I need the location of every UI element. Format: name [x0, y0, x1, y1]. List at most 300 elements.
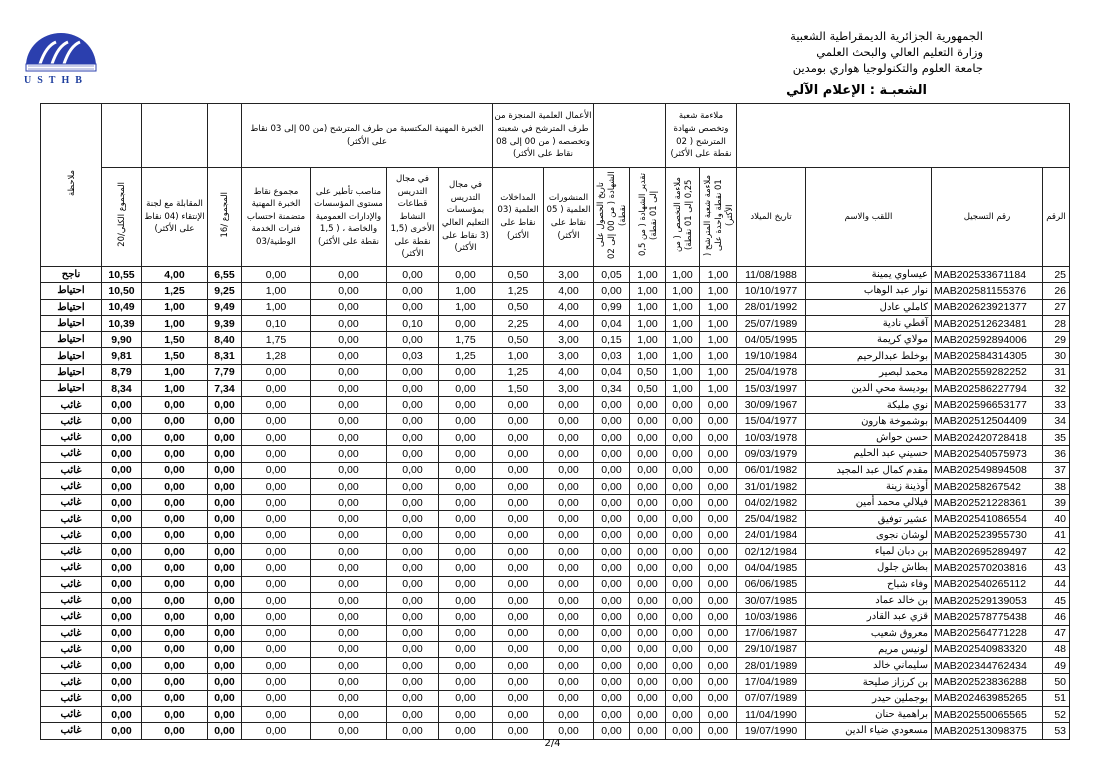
- cell-total-16: 0,00: [208, 609, 242, 625]
- cell-branch-fit: 1,00: [700, 332, 737, 348]
- cell-specialty-fit: 1,00: [666, 381, 700, 397]
- cell-exp-total: 1,28: [242, 348, 311, 364]
- cell-row-number: 45: [1043, 592, 1070, 608]
- cell-exp-teaching-higher: 1,00: [439, 299, 493, 315]
- cell-row-number: 28: [1043, 315, 1070, 331]
- cell-interview: 1,00: [142, 364, 208, 380]
- cell-row-number: 41: [1043, 527, 1070, 543]
- cell-publications: 0,00: [544, 413, 594, 429]
- cell-specialty-fit: 0,00: [666, 592, 700, 608]
- cell-registration: MAB202584314305: [932, 348, 1043, 364]
- cell-degree-grade: 0,00: [630, 658, 666, 674]
- cell-total-16: 0,00: [208, 397, 242, 413]
- cell-registration: MAB202559282252: [932, 364, 1043, 380]
- cell-degree-grade: 0,00: [630, 462, 666, 478]
- cell-exp-management: 0,00: [311, 495, 387, 511]
- cell-exp-total: 0,00: [242, 544, 311, 560]
- cell-communications: 0,50: [493, 299, 544, 315]
- cell-exp-teaching-other: 0,00: [387, 625, 439, 641]
- col-degree-date: تاريخ الحصول على الشهادة ( من 00 إلى 02 نقطة): [594, 168, 630, 267]
- cell-exp-teaching-higher: 0,00: [439, 381, 493, 397]
- cell-birth-date: 29/10/1987: [737, 641, 806, 657]
- cell-full-name: بوشموخة هارون: [806, 413, 932, 429]
- cell-exp-total: 0,00: [242, 690, 311, 706]
- cell-specialty-fit: 0,00: [666, 495, 700, 511]
- cell-publications: 0,00: [544, 658, 594, 674]
- cell-communications: 1,00: [493, 348, 544, 364]
- cell-specialty-fit: 1,00: [666, 283, 700, 299]
- cell-exp-teaching-other: 0,00: [387, 527, 439, 543]
- cell-exp-management: 0,00: [311, 641, 387, 657]
- cell-row-number: 39: [1043, 495, 1070, 511]
- cell-interview: 0,00: [142, 707, 208, 723]
- cell-exp-management: 0,00: [311, 364, 387, 380]
- cell-row-number: 40: [1043, 511, 1070, 527]
- cell-note: غائب: [41, 674, 102, 690]
- table-row: [41, 446, 1070, 462]
- cell-interview: 0,00: [142, 658, 208, 674]
- cell-degree-date: 0,00: [594, 641, 630, 657]
- cell-publications: 4,00: [544, 283, 594, 299]
- cell-communications: 1,25: [493, 364, 544, 380]
- table-row: [41, 641, 1070, 657]
- cell-registration: MAB20258267542: [932, 478, 1043, 494]
- cell-branch-fit: 0,00: [700, 495, 737, 511]
- cell-specialty-fit: 0,00: [666, 397, 700, 413]
- cell-degree-date: 0,00: [594, 674, 630, 690]
- cell-row-number: 29: [1043, 332, 1070, 348]
- cell-exp-teaching-higher: 0,00: [439, 609, 493, 625]
- cell-total-20: 0,00: [102, 674, 142, 690]
- cell-exp-teaching-higher: 0,00: [439, 511, 493, 527]
- cell-note: احتياط: [41, 364, 102, 380]
- cell-degree-date: 0,00: [594, 560, 630, 576]
- cell-exp-teaching-higher: 0,00: [439, 674, 493, 690]
- cell-branch-fit: 1,00: [700, 348, 737, 364]
- cell-exp-total: 0,00: [242, 723, 311, 739]
- cell-degree-date: 0,04: [594, 315, 630, 331]
- cell-birth-date: 02/12/1984: [737, 544, 806, 560]
- cell-degree-grade: 0,00: [630, 446, 666, 462]
- table-row: [41, 576, 1070, 592]
- cell-total-20: 0,00: [102, 707, 142, 723]
- cell-exp-teaching-higher: 0,00: [439, 560, 493, 576]
- cell-specialty-fit: 0,00: [666, 446, 700, 462]
- cell-publications: 3,00: [544, 348, 594, 364]
- cell-note: غائب: [41, 462, 102, 478]
- cell-degree-grade: 0,00: [630, 429, 666, 445]
- cell-interview: 4,00: [142, 267, 208, 283]
- cell-branch-fit: 0,00: [700, 446, 737, 462]
- page-number: 2/4: [544, 738, 561, 749]
- cell-exp-management: 0,00: [311, 413, 387, 429]
- cell-registration: MAB202533671184: [932, 267, 1043, 283]
- cell-specialty-fit: 0,00: [666, 576, 700, 592]
- cell-total-20: 0,00: [102, 429, 142, 445]
- col-note: ملاحظة: [41, 104, 102, 267]
- cell-degree-date: 0,03: [594, 348, 630, 364]
- group-blank: [594, 104, 666, 168]
- cell-row-number: 35: [1043, 429, 1070, 445]
- cell-total-20: 0,00: [102, 478, 142, 494]
- cell-publications: 3,00: [544, 267, 594, 283]
- cell-degree-grade: 0,00: [630, 544, 666, 560]
- table-row: [41, 560, 1070, 576]
- cell-exp-total: 0,00: [242, 413, 311, 429]
- cell-specialty-fit: 0,00: [666, 723, 700, 739]
- cell-exp-teaching-other: 0,03: [387, 348, 439, 364]
- cell-exp-total: 0,10: [242, 315, 311, 331]
- table-row: [41, 658, 1070, 674]
- cell-registration: MAB202549894508: [932, 462, 1043, 478]
- cell-total-20: 0,00: [102, 527, 142, 543]
- col-exp-management: مناصب تأطير على مستوى المؤسسات والإدارات العمومية والخاصة ، ( 1,5 نقطة على الأكثر): [311, 168, 387, 267]
- cell-degree-date: 0,00: [594, 283, 630, 299]
- cell-note: غائب: [41, 625, 102, 641]
- cell-total-16: 8,40: [208, 332, 242, 348]
- cell-exp-management: 0,00: [311, 658, 387, 674]
- cell-branch-fit: 0,00: [700, 723, 737, 739]
- cell-row-number: 32: [1043, 381, 1070, 397]
- cell-exp-teaching-other: 0,00: [387, 299, 439, 315]
- table-row: [41, 462, 1070, 478]
- cell-total-16: 9,25: [208, 283, 242, 299]
- table-row: [41, 674, 1070, 690]
- table-row: [41, 283, 1070, 299]
- cell-exp-management: 0,00: [311, 674, 387, 690]
- cell-total-20: 0,00: [102, 560, 142, 576]
- cell-degree-date: 0,00: [594, 690, 630, 706]
- cell-publications: 0,00: [544, 544, 594, 560]
- table-row: [41, 397, 1070, 413]
- cell-exp-teaching-higher: 0,00: [439, 413, 493, 429]
- cell-exp-total: 0,00: [242, 462, 311, 478]
- cell-degree-grade: 1,00: [630, 283, 666, 299]
- cell-publications: 0,00: [544, 641, 594, 657]
- cell-registration: MAB202420728418: [932, 429, 1043, 445]
- cell-total-20: 10,49: [102, 299, 142, 315]
- cell-row-number: 33: [1043, 397, 1070, 413]
- table-row: [41, 625, 1070, 641]
- cell-full-name: مقدم كمال عبد المجيد: [806, 462, 932, 478]
- cell-birth-date: 25/04/1978: [737, 364, 806, 380]
- cell-degree-date: 0,00: [594, 625, 630, 641]
- cell-specialty-fit: 0,00: [666, 413, 700, 429]
- cell-birth-date: 24/01/1984: [737, 527, 806, 543]
- col-exp-total: مجموع نقاط الخبرة المهنية متضمنة احتساب فترات الخدمة الوطنية/03: [242, 168, 311, 267]
- cell-degree-date: 0,00: [594, 397, 630, 413]
- logo-text: USTHB: [24, 75, 88, 86]
- cell-note: غائب: [41, 478, 102, 494]
- table-row: [41, 315, 1070, 331]
- col-degree-grade: تقدير الشهادة ( من 0,5 إلى 01 نقطة): [630, 168, 666, 267]
- table-row: [41, 478, 1070, 494]
- cell-degree-date: 0,00: [594, 609, 630, 625]
- cell-branch-fit: 0,00: [700, 576, 737, 592]
- cell-exp-total: 0,00: [242, 609, 311, 625]
- cell-full-name: لونيس مريم: [806, 641, 932, 657]
- cell-registration: MAB202540983320: [932, 641, 1043, 657]
- cell-registration: MAB202564771228: [932, 625, 1043, 641]
- cell-full-name: فيلالي محمد أمين: [806, 495, 932, 511]
- cell-row-number: 27: [1043, 299, 1070, 315]
- cell-birth-date: 04/04/1985: [737, 560, 806, 576]
- cell-interview: 0,00: [142, 690, 208, 706]
- cell-exp-total: 1,75: [242, 332, 311, 348]
- cell-exp-total: 1,00: [242, 283, 311, 299]
- cell-degree-grade: 0,00: [630, 609, 666, 625]
- cell-note: احتياط: [41, 315, 102, 331]
- cell-exp-total: 0,00: [242, 364, 311, 380]
- cell-degree-grade: 1,00: [630, 348, 666, 364]
- cell-exp-total: 0,00: [242, 625, 311, 641]
- cell-publications: 0,00: [544, 625, 594, 641]
- cell-interview: 1,25: [142, 283, 208, 299]
- cell-total-20: 0,00: [102, 625, 142, 641]
- cell-interview: 0,00: [142, 462, 208, 478]
- cell-communications: 0,00: [493, 495, 544, 511]
- cell-registration: MAB202550065565: [932, 707, 1043, 723]
- cell-degree-date: 0,05: [594, 267, 630, 283]
- cell-interview: 1,50: [142, 348, 208, 364]
- cell-registration: MAB202570203816: [932, 560, 1043, 576]
- cell-total-20: 0,00: [102, 462, 142, 478]
- cell-branch-fit: 0,00: [700, 397, 737, 413]
- cell-full-name: بن خالد عماد: [806, 592, 932, 608]
- cell-full-name: آقطي نادية: [806, 315, 932, 331]
- cell-communications: 0,00: [493, 641, 544, 657]
- cell-specialty-fit: 1,00: [666, 315, 700, 331]
- cell-degree-grade: 0,00: [630, 495, 666, 511]
- ministry-line: وزارة التعليم العالي والبحث العلمي: [816, 45, 983, 59]
- cell-specialty-fit: 0,00: [666, 674, 700, 690]
- cell-total-16: 0,00: [208, 723, 242, 739]
- cell-total-20: 0,00: [102, 609, 142, 625]
- cell-interview: 0,00: [142, 397, 208, 413]
- table-row: [41, 707, 1070, 723]
- cell-full-name: بطاش جلول: [806, 560, 932, 576]
- cell-degree-date: 0,04: [594, 364, 630, 380]
- cell-publications: 0,00: [544, 723, 594, 739]
- cell-registration: MAB202463985265: [932, 690, 1043, 706]
- cell-row-number: 50: [1043, 674, 1070, 690]
- cell-row-number: 43: [1043, 560, 1070, 576]
- cell-birth-date: 10/03/1978: [737, 429, 806, 445]
- cell-publications: 0,00: [544, 429, 594, 445]
- cell-total-20: 9,81: [102, 348, 142, 364]
- cell-birth-date: 15/03/1997: [737, 381, 806, 397]
- cell-birth-date: 11/08/1988: [737, 267, 806, 283]
- cell-interview: 0,00: [142, 560, 208, 576]
- cell-total-20: 0,00: [102, 413, 142, 429]
- table-row: [41, 299, 1070, 315]
- cell-degree-grade: 0,00: [630, 674, 666, 690]
- cell-registration: MAB202541086554: [932, 511, 1043, 527]
- cell-total-16: 0,00: [208, 560, 242, 576]
- cell-note: غائب: [41, 429, 102, 445]
- cell-birth-date: 17/06/1987: [737, 625, 806, 641]
- results-table: [40, 103, 1070, 740]
- cell-total-16: 8,31: [208, 348, 242, 364]
- cell-specialty-fit: 0,00: [666, 690, 700, 706]
- cell-exp-teaching-higher: 0,00: [439, 544, 493, 560]
- cell-exp-total: 0,00: [242, 641, 311, 657]
- cell-total-20: 0,00: [102, 658, 142, 674]
- cell-degree-grade: 0,00: [630, 723, 666, 739]
- table-row: [41, 413, 1070, 429]
- cell-communications: 0,00: [493, 592, 544, 608]
- cell-full-name: وفاء شباح: [806, 576, 932, 592]
- cell-birth-date: 25/04/1982: [737, 511, 806, 527]
- cell-communications: 1,50: [493, 381, 544, 397]
- col-specialty-fit: ملاءمة التخصص ( من 0,25 إلى 01 نقطة): [666, 168, 700, 267]
- cell-exp-teaching-other: 0,00: [387, 446, 439, 462]
- col-publications: المنشورات العلمية ( 05 نقاط على الأكثر): [544, 168, 594, 267]
- cell-note: غائب: [41, 397, 102, 413]
- cell-branch-fit: 0,00: [700, 478, 737, 494]
- cell-row-number: 38: [1043, 478, 1070, 494]
- cell-interview: 1,00: [142, 315, 208, 331]
- cell-branch-fit: 0,00: [700, 592, 737, 608]
- cell-exp-teaching-other: 0,00: [387, 267, 439, 283]
- cell-registration: MAB202581155376: [932, 283, 1043, 299]
- cell-branch-fit: 0,00: [700, 527, 737, 543]
- cell-publications: 0,00: [544, 690, 594, 706]
- cell-branch-fit: 0,00: [700, 413, 737, 429]
- cell-total-16: 7,34: [208, 381, 242, 397]
- cell-note: غائب: [41, 560, 102, 576]
- cell-full-name: بن دبان لمياء: [806, 544, 932, 560]
- cell-interview: 0,00: [142, 592, 208, 608]
- cell-full-name: مولاي كريمة: [806, 332, 932, 348]
- cell-branch-fit: 1,00: [700, 364, 737, 380]
- cell-exp-teaching-other: 0,00: [387, 641, 439, 657]
- cell-degree-grade: 1,00: [630, 332, 666, 348]
- cell-exp-teaching-other: 0,00: [387, 609, 439, 625]
- cell-note: غائب: [41, 413, 102, 429]
- cell-note: غائب: [41, 641, 102, 657]
- col-communications: المداخلات العلمية (03 نقاط على الأكثر): [493, 168, 544, 267]
- col-total-16: المجموع /16: [208, 168, 242, 267]
- cell-communications: 0,00: [493, 544, 544, 560]
- cell-degree-date: 0,00: [594, 707, 630, 723]
- cell-row-number: 48: [1043, 641, 1070, 657]
- cell-row-number: 53: [1043, 723, 1070, 739]
- cell-exp-total: 0,00: [242, 658, 311, 674]
- cell-note: غائب: [41, 544, 102, 560]
- cell-communications: 0,00: [493, 511, 544, 527]
- cell-note: احتياط: [41, 381, 102, 397]
- col-exp-teaching-other: في مجال التدريس قطاعات النشاط الأخرى (1,5 نقطة على الأكثر): [387, 168, 439, 267]
- cell-specialty-fit: 0,00: [666, 429, 700, 445]
- cell-exp-management: 0,00: [311, 592, 387, 608]
- cell-interview: 0,00: [142, 446, 208, 462]
- cell-publications: 0,00: [544, 707, 594, 723]
- cell-exp-total: 0,00: [242, 707, 311, 723]
- cell-full-name: عيساوي يمينة: [806, 267, 932, 283]
- table-row: [41, 267, 1070, 283]
- cell-exp-teaching-higher: 0,00: [439, 723, 493, 739]
- cell-exp-teaching-higher: 0,00: [439, 641, 493, 657]
- cell-full-name: نوار عبد الوهاب: [806, 283, 932, 299]
- cell-total-20: 9,90: [102, 332, 142, 348]
- cell-registration: MAB202521228361: [932, 495, 1043, 511]
- cell-degree-grade: 0,00: [630, 592, 666, 608]
- cell-total-16: 0,00: [208, 544, 242, 560]
- cell-exp-teaching-other: 0,00: [387, 364, 439, 380]
- cell-publications: 0,00: [544, 674, 594, 690]
- cell-communications: 0,00: [493, 658, 544, 674]
- cell-exp-management: 0,00: [311, 478, 387, 494]
- cell-row-number: 42: [1043, 544, 1070, 560]
- cell-degree-grade: 0,50: [630, 381, 666, 397]
- cell-communications: 0,00: [493, 609, 544, 625]
- cell-exp-total: 0,00: [242, 674, 311, 690]
- cell-exp-teaching-other: 0,00: [387, 413, 439, 429]
- cell-birth-date: 07/07/1989: [737, 690, 806, 706]
- cell-exp-teaching-higher: 0,00: [439, 446, 493, 462]
- cell-degree-grade: 0,50: [630, 364, 666, 380]
- cell-degree-grade: 0,00: [630, 576, 666, 592]
- cell-publications: 0,00: [544, 446, 594, 462]
- cell-communications: 0,00: [493, 707, 544, 723]
- cell-full-name: لوشان نجوى: [806, 527, 932, 543]
- cell-full-name: حسن حواش: [806, 429, 932, 445]
- cell-exp-teaching-other: 0,00: [387, 690, 439, 706]
- table-row: [41, 429, 1070, 445]
- cell-row-number: 31: [1043, 364, 1070, 380]
- group-scientific-works: الأعمال العلمية المنجزة من طرف المترشح في شعبته وتخصصه ( من 00 إلى 08 نقاط على الأكثر): [493, 104, 594, 168]
- cell-full-name: براهمية حنان: [806, 707, 932, 723]
- cell-exp-teaching-other: 0,00: [387, 429, 439, 445]
- cell-row-number: 52: [1043, 707, 1070, 723]
- cell-registration: MAB202540265112: [932, 576, 1043, 592]
- cell-registration: MAB202592894006: [932, 332, 1043, 348]
- cell-registration: MAB202578775438: [932, 609, 1043, 625]
- cell-total-16: 0,00: [208, 658, 242, 674]
- col-interview-top: [142, 104, 208, 168]
- cell-communications: 0,00: [493, 674, 544, 690]
- table-row: [41, 723, 1070, 739]
- cell-communications: 0,00: [493, 429, 544, 445]
- cell-exp-teaching-higher: 0,00: [439, 478, 493, 494]
- cell-full-name: معروق شعيب: [806, 625, 932, 641]
- table-row: [41, 332, 1070, 348]
- cell-exp-teaching-other: 0,00: [387, 283, 439, 299]
- cell-exp-teaching-other: 0,00: [387, 495, 439, 511]
- cell-specialty-fit: 0,00: [666, 527, 700, 543]
- cell-communications: 0,00: [493, 690, 544, 706]
- cell-communications: 0,00: [493, 462, 544, 478]
- cell-degree-grade: 0,00: [630, 641, 666, 657]
- cell-total-16: 0,00: [208, 413, 242, 429]
- cell-exp-teaching-other: 0,00: [387, 511, 439, 527]
- cell-interview: 0,00: [142, 723, 208, 739]
- cell-exp-management: 0,00: [311, 707, 387, 723]
- cell-birth-date: 31/01/1982: [737, 478, 806, 494]
- cell-communications: 0,50: [493, 332, 544, 348]
- cell-degree-grade: 0,00: [630, 397, 666, 413]
- cell-birth-date: 19/07/1990: [737, 723, 806, 739]
- cell-specialty-fit: 0,00: [666, 544, 700, 560]
- table-row: [41, 364, 1070, 380]
- col-registration: رقم التسجيل: [932, 168, 1043, 267]
- cell-exp-teaching-higher: 0,00: [439, 576, 493, 592]
- cell-row-number: 30: [1043, 348, 1070, 364]
- cell-exp-total: 0,00: [242, 527, 311, 543]
- cell-note: احتياط: [41, 348, 102, 364]
- cell-branch-fit: 0,00: [700, 462, 737, 478]
